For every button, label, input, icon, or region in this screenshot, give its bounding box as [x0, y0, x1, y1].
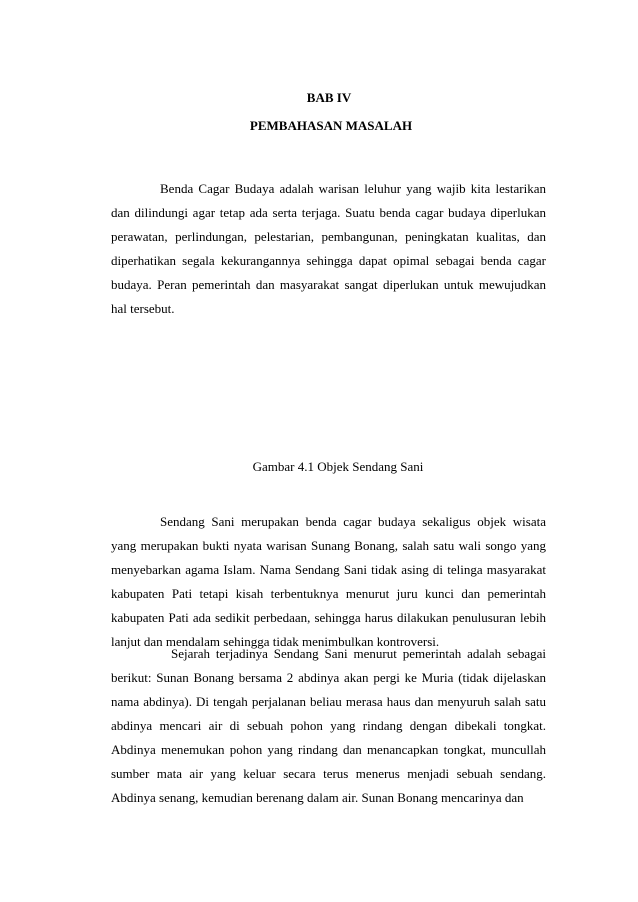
- figure-caption: Gambar 4.1 Objek Sendang Sani: [252, 459, 424, 474]
- paragraph-sejarah: Sejarah terjadinya Sendang Sani menurut pemerintah adalah sebagai berikut: Sunan Bonang bersama 2 abdinya akan pergi ke Muria (tidak dijelaskan nama abdinya). Di tengah perjalanan beliau merasa haus dan menyuruh salah satu abdinya mencari air di sebuah pohon yang rindang dengan dibekali tongkat. Abdinya menemukan pohon yang rindang dan menancapkan tongkat, muncullah sumber mata air yang keluar secara terus menerus menjadi sebuah sendang. Abdinya senang, kemudian berenang dalam air. Sunan Bonang mencarinya dan: [111, 646, 546, 805]
- paragraph-sendang-sani: Sendang Sani merupakan benda cagar budaya sekaligus objek wisata yang merupakan bukti nyata warisan Sunang Bonang, salah satu wali songo yang menyebarkan agama Islam. Nama Sendang Sani tidak asing di telinga masyarakat kabupaten Pati tetapi kisah terbentuknya menurut juru kunci dan pemerintah kabupaten Pati ada sedikit perbedaan, sehingga harus dilakukan penulusuran lebih lanjut dan mendalam sehingga tidak menimbulkan kontroversi.: [111, 514, 546, 649]
- figure-image-placeholder: [111, 330, 546, 450]
- chapter-number: BAB IV: [306, 90, 352, 105]
- chapter-title: PEMBAHASAN MASALAH: [249, 118, 413, 133]
- paragraph-intro: Benda Cagar Budaya adalah warisan leluhur yang wajib kita lestarikan dan dilindungi agar tetap ada serta terjaga. Suatu benda cagar budaya diperlukan perawatan, perlindungan, pelestarian, pembangunan, peningkatan kualitas, dan diperhatikan segala kekurangannya sehingga dapat opimal sebagai benda cagar budaya. Peran pemerintah dan masyarakat sangat diperlukan untuk mewujudkan hal tersebut.: [111, 181, 546, 316]
